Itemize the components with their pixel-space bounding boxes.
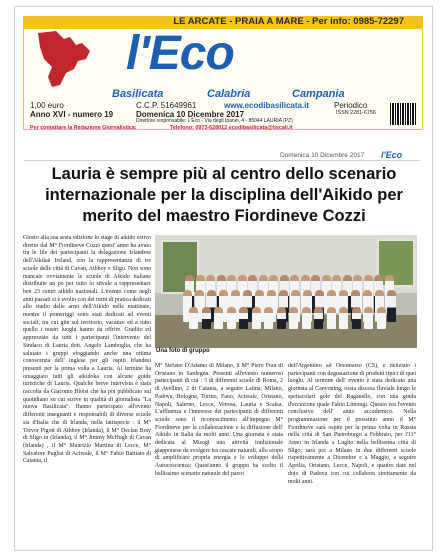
- website-link[interactable]: www.ecodibasilicata.it: [224, 101, 310, 110]
- divider: [24, 160, 420, 161]
- photo-person: [352, 307, 361, 329]
- group-photo: [155, 235, 417, 348]
- page-date: Domenica 10 Dicembre 2017: [280, 152, 365, 159]
- photo-person: [214, 307, 223, 329]
- photo-person: [239, 307, 248, 329]
- photo-person: [227, 307, 236, 329]
- issn: ISSN 2281-6756: [336, 110, 376, 116]
- issue-number: Anno XVI - numero 19: [30, 110, 114, 119]
- photo-person: [339, 307, 348, 329]
- region-map-icon: [30, 29, 100, 91]
- region-basilicata: Basilicata: [112, 88, 164, 100]
- photo-person: [289, 307, 298, 329]
- masthead: [23, 16, 423, 130]
- photo-person: [377, 307, 386, 329]
- ccp-number: C.C.P. 51649961: [136, 101, 197, 110]
- masthead-logo: l'Eco: [126, 27, 234, 80]
- photo-person: [277, 307, 286, 329]
- photo-person: [314, 307, 323, 329]
- region-calabria: Calabria: [207, 88, 251, 100]
- article-headline: Lauria è sempre più al centro dello scenario internazionale per la disciplina dell'Aikido per merito del maestro Fiordineve Cozzi: [45, 165, 403, 225]
- barcode-icon: [390, 103, 416, 125]
- contact-phone: Telefono: 0973-628012 ecodibasilicata@tiscali.it: [170, 125, 293, 131]
- issue-date: Domenica 10 Dicembre 2017: [136, 110, 245, 119]
- photo-person: [189, 307, 198, 329]
- price: 1,00 euro: [30, 101, 64, 110]
- frequency: Periodico: [334, 101, 368, 110]
- photo-person: [327, 307, 336, 329]
- article-column-1: Giusto alla sua sesta edizione lo stage di aikido estivo diretto dal M° Fiordineve Cozzi quest' anno ha avuto tra le file dei partecipanti la delegazione Irlandese dell'Aikikai Ireland, con la rappresentanza di tre scuole delle città di Cavan, Athboy e Sligo. Non sono mancate ovviamente le scuole di Aikido italiane distribuite un po per tutto lo stivale a rappresentare ben 23 centri aikido nazionali. L'evento come negli anni passati si è svolto con dei turni di pratica dedicati allo studio delle armi dell'Aikido nelle mattinate, mentre il pomeriggi sono stati dedicati ad eventi sociali, tra cui gite sul territorio, vacanze ed a tutto quello i nostri luoghi hanno da offrire. Gradito ed apprezzato da tutti i partecipanti l'intervento del Sindaco di Lauria dott. Angelo Lamboglia, che ha salutato i gruppi sfoggiando anche una ottima conoscenza dell' inglese per gli ospiti Irlandesi presenti per la prima volta a Lauria. Al termine ha omaggiato tutti gli aikidoka con alcune guide turistiche di Lauria. Qualche breve intervista è stata raccolta da Giacomo Bloisi che ha poi pubblicato sul quotidiano su cui scrive in qualità di giornalista "La nuova Basilicata". Hanno partecipato all'evento differenti insegnanti e responsabili di diverse scuole sia d'Italia che di Irlanda, nella fattispecie : il M° Trevor Pigott di Athboy (Irlanda), il M° Declan Bray di Sligo in (Irlanda), il M° Jimmy McHugh di Cavan (Irlanda) , il M° Maurizio Martina di Lecce, M° Salvatore Puglisi di Acireale, il M° Fabio Battiato di Catania, il: [23, 235, 151, 465]
- article-column-2: M° Stefano D'Adamo di Milano, il M° Piero Frau di Oristano in Sardegna. Presenti all'evento numerosi partecipanti di cui : 3 di differenti scuole di Roma, 2 di Avellino, 2 di Catania, a seguire Latina, Milano, Padova, Bologna, Torino, Fano, Acireale, Oristano, Napoli, Salerno, Lecce, Venosa, Lauria e Scalea. L'affluenza e l'interesse dei partecipanti di differenti scuole sono il riconoscimento all'impegno M° Fiordineve per la collaborazione e la diffusione dell' Aikido in Italia da molti anni. Una giornata è stata dedicata al Misogi una attività tradizionale giapponese da svolgere tra cascate naturali, allo scopo di amplificare propria energia e lo sviluppo della Autocoscienza; Quest'anno il gruppo ha scelto il bellissimo scenario naturale del parco: [155, 363, 283, 477]
- photo-person: [302, 307, 311, 329]
- top-advert-text: LE ARCATE - PRAIA A MARE - Per info: 0985-72297: [173, 16, 404, 27]
- photo-person: [202, 307, 211, 329]
- small-logo: l'Eco: [381, 150, 403, 160]
- region-campania: Campania: [292, 88, 345, 100]
- address-line: Direttore responsabile: L'Eco - Via degli Ipanei, 4 - 85044 LAURIA (PZ): [136, 118, 293, 124]
- photo-person: [364, 307, 373, 329]
- photo-person: [264, 307, 273, 329]
- photo-person: [252, 307, 261, 329]
- article-column-3: dell'Argentino ad Orsomarso (CS), e deliziato i partecipanti con degustazione di prodotti tipici di quei luoghi. Al termine dell' evento è stata dedicata una giornata al Canyoning, ossia discesa fluviale lungo le spettacolari gole del Raganello, con una guida d'eccezione quale Fabio Limongi. Questo era l'evento conclusivo dell' anno accademico. Nella programmazione per il prossimo anno il M° Fiordineve sarà ospite per la prima volta in Russia nella città di San Pietroburgo a Febbraio, per l'11° Anno in Irlanda a Luglio nella bellissima città di Sligo; sarà poi a Milano in due differenti scuole rispettivamente a Dicembre e a Maggio, a seguire Aprilia, Oristano, Lecce, Napoli, e quattro date nel dojo di Padova con cui collabora strettamente da molti anni.: [288, 363, 416, 485]
- contact-line: Per contattare la Redazione Giornalistica:: [30, 125, 137, 131]
- photo-person: [387, 290, 396, 322]
- photo-caption: Una foto di gruppo: [156, 348, 210, 354]
